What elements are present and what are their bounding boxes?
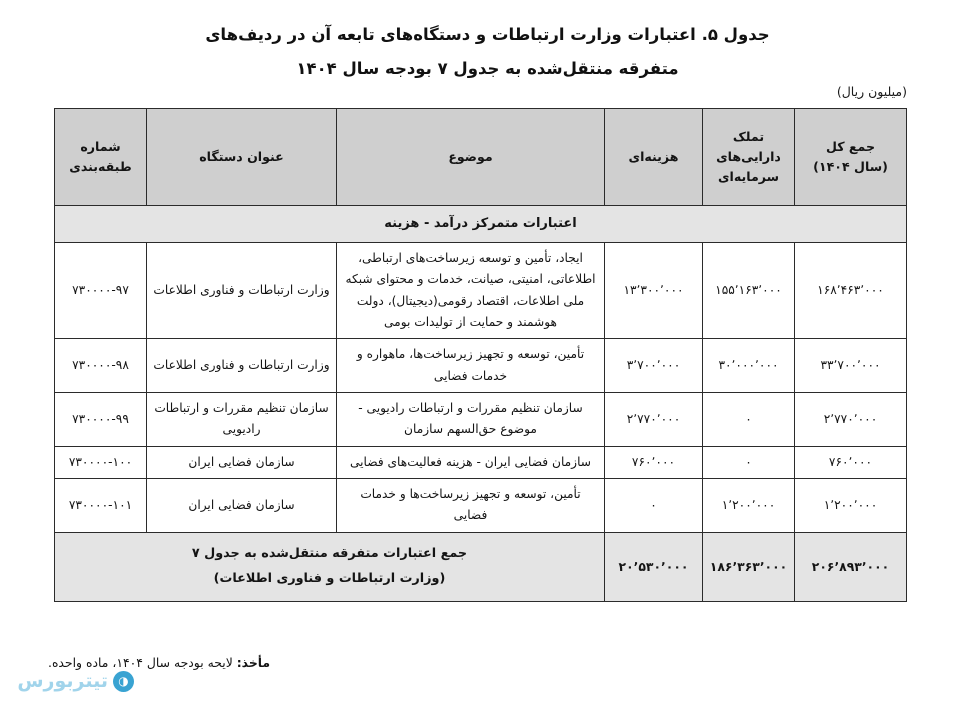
- section-banner-row: [55, 206, 907, 243]
- cell-total: ۲٬۷۷۰٬۰۰۰: [795, 393, 907, 447]
- cell-current: ۳٬۷۰۰٬۰۰۰: [605, 339, 703, 393]
- cell-current: ۰: [605, 479, 703, 533]
- cell-total: ۱٬۲۰۰٬۰۰۰: [795, 479, 907, 533]
- cell-total: ۳۳٬۷۰۰٬۰۰۰: [795, 339, 907, 393]
- column-header-total-line-2: (سال ۱۴۰۴): [813, 159, 888, 174]
- table-row: [55, 339, 907, 393]
- cell-total: ۱۶۸٬۴۶۳٬۰۰۰: [795, 243, 907, 339]
- total-row-label: [55, 532, 605, 601]
- unit-caption: (میلیون ریال): [836, 84, 907, 99]
- cell-current: ۱۳٬۳۰۰٬۰۰۰: [605, 243, 703, 339]
- column-header-code-line-2: طبقه‌بندی: [69, 159, 132, 174]
- source-note-text: لایحه بودجه سال ۱۴۰۴، ماده واحده.: [48, 655, 233, 670]
- cell-agency: سازمان فضایی ایران: [147, 479, 337, 533]
- table-header: [55, 109, 907, 206]
- table-row: [55, 393, 907, 447]
- total-cell-total: ۲۰۶٬۸۹۳٬۰۰۰: [795, 532, 907, 601]
- budget-table-container: [55, 108, 907, 602]
- cell-total: ۷۶۰٬۰۰۰: [795, 446, 907, 478]
- column-header-capital-line-3: سرمایه‌ای: [718, 169, 779, 185]
- watermark-text: تیتربورس: [17, 669, 108, 692]
- cell-capital: ۱۵۵٬۱۶۳٬۰۰۰: [703, 243, 795, 339]
- source-note-label: مأخذ:: [236, 655, 271, 670]
- table-row: [55, 243, 907, 339]
- cell-agency: وزارت ارتباطات و فناوری اطلاعات: [147, 243, 337, 339]
- column-header-total: [795, 109, 907, 206]
- cell-capital: ۰: [703, 393, 795, 447]
- cell-code: ۷۳۰۰۰۰-۹۷: [55, 243, 147, 339]
- cell-agency: سازمان تنظیم مقررات و ارتباطات رادیویی: [147, 393, 337, 447]
- total-cell-capital: ۱۸۶٬۳۶۳٬۰۰۰: [703, 532, 795, 601]
- cell-code: ۷۳۰۰۰۰-۱۰۱: [55, 479, 147, 533]
- cell-capital: ۱٬۲۰۰٬۰۰۰: [703, 479, 795, 533]
- table-total-row: [55, 532, 907, 601]
- cell-subject: سازمان تنظیم مقررات و ارتباطات رادیویی - موضوع حق‌السهم سازمان: [337, 393, 605, 447]
- cell-subject: ایجاد، تأمین و توسعه زیرساخت‌های ارتباطی، اطلاعاتی، امنیتی، صیانت، خدمات و محتوای شبکه ملی اطلاعات، اقتصاد رقومی(دیجیتال)، دولت هوشمند و حمایت از تولیدات بومی: [337, 243, 605, 339]
- cell-subject: سازمان فضایی ایران - هزینه فعالیت‌های فضایی: [337, 446, 605, 478]
- table-row: [55, 479, 907, 533]
- column-header-capital-line-2: دارایی‌های: [716, 148, 781, 164]
- column-header-capital-assets: [703, 109, 795, 206]
- column-header-classification-code: [55, 109, 147, 206]
- cell-current: ۷۶۰٬۰۰۰: [605, 446, 703, 478]
- cell-code: ۷۳۰۰۰۰-۹۸: [55, 339, 147, 393]
- page-title-line-1: جدول ۵. اعتبارات وزارت ارتباطات و دستگاه‌های تابعه آن در ردیف‌های: [205, 25, 770, 44]
- total-row-label-line-1: جمع اعتبارات متفرقه منتقل‌شده به جدول ۷: [191, 545, 468, 561]
- total-row-label-line-2: (وزارت ارتباطات و فناوری اطلاعات): [213, 570, 446, 586]
- cell-current: ۲٬۷۷۰٬۰۰۰: [605, 393, 703, 447]
- cell-agency: وزارت ارتباطات و فناوری اطلاعات: [147, 339, 337, 393]
- cell-capital: ۰: [703, 446, 795, 478]
- source-note: [0, 655, 975, 670]
- cell-subject: تأمین، توسعه و تجهیز زیرساخت‌ها، ماهواره و خدمات فضایی: [337, 339, 605, 393]
- column-header-subject: موضوع: [337, 109, 605, 206]
- column-header-total-line-1: جمع کل: [825, 138, 876, 154]
- column-header-code-line-1: شماره: [80, 138, 121, 154]
- watermark-badge-icon: ◑: [113, 671, 134, 692]
- cell-agency: سازمان فضایی ایران: [147, 446, 337, 478]
- table-body: [55, 206, 907, 602]
- column-header-current-expenditure: هزینه‌ای: [605, 109, 703, 206]
- table-header-row: [55, 109, 907, 206]
- cell-code: ۷۳۰۰۰۰-۱۰۰: [55, 446, 147, 478]
- cell-code: ۷۳۰۰۰۰-۹۹: [55, 393, 147, 447]
- column-header-agency: عنوان دستگاه: [147, 109, 337, 206]
- table-row: [55, 446, 907, 478]
- budget-table: [54, 108, 907, 602]
- section-banner-label: اعتبارات متمرکز درآمد - هزینه: [55, 206, 907, 243]
- cell-subject: تأمین، توسعه و تجهیز زیرساخت‌ها و خدمات فضایی: [337, 479, 605, 533]
- column-header-capital-line-1: تملک: [732, 128, 765, 144]
- cell-capital: ۳۰٬۰۰۰٬۰۰۰: [703, 339, 795, 393]
- page-title: [0, 0, 975, 86]
- total-cell-current: ۲۰٬۵۳۰٬۰۰۰: [605, 532, 703, 601]
- page-title-line-2: متفرقه منتقل‌شده به جدول ۷ بودجه سال ۱۴۰۴: [296, 58, 679, 78]
